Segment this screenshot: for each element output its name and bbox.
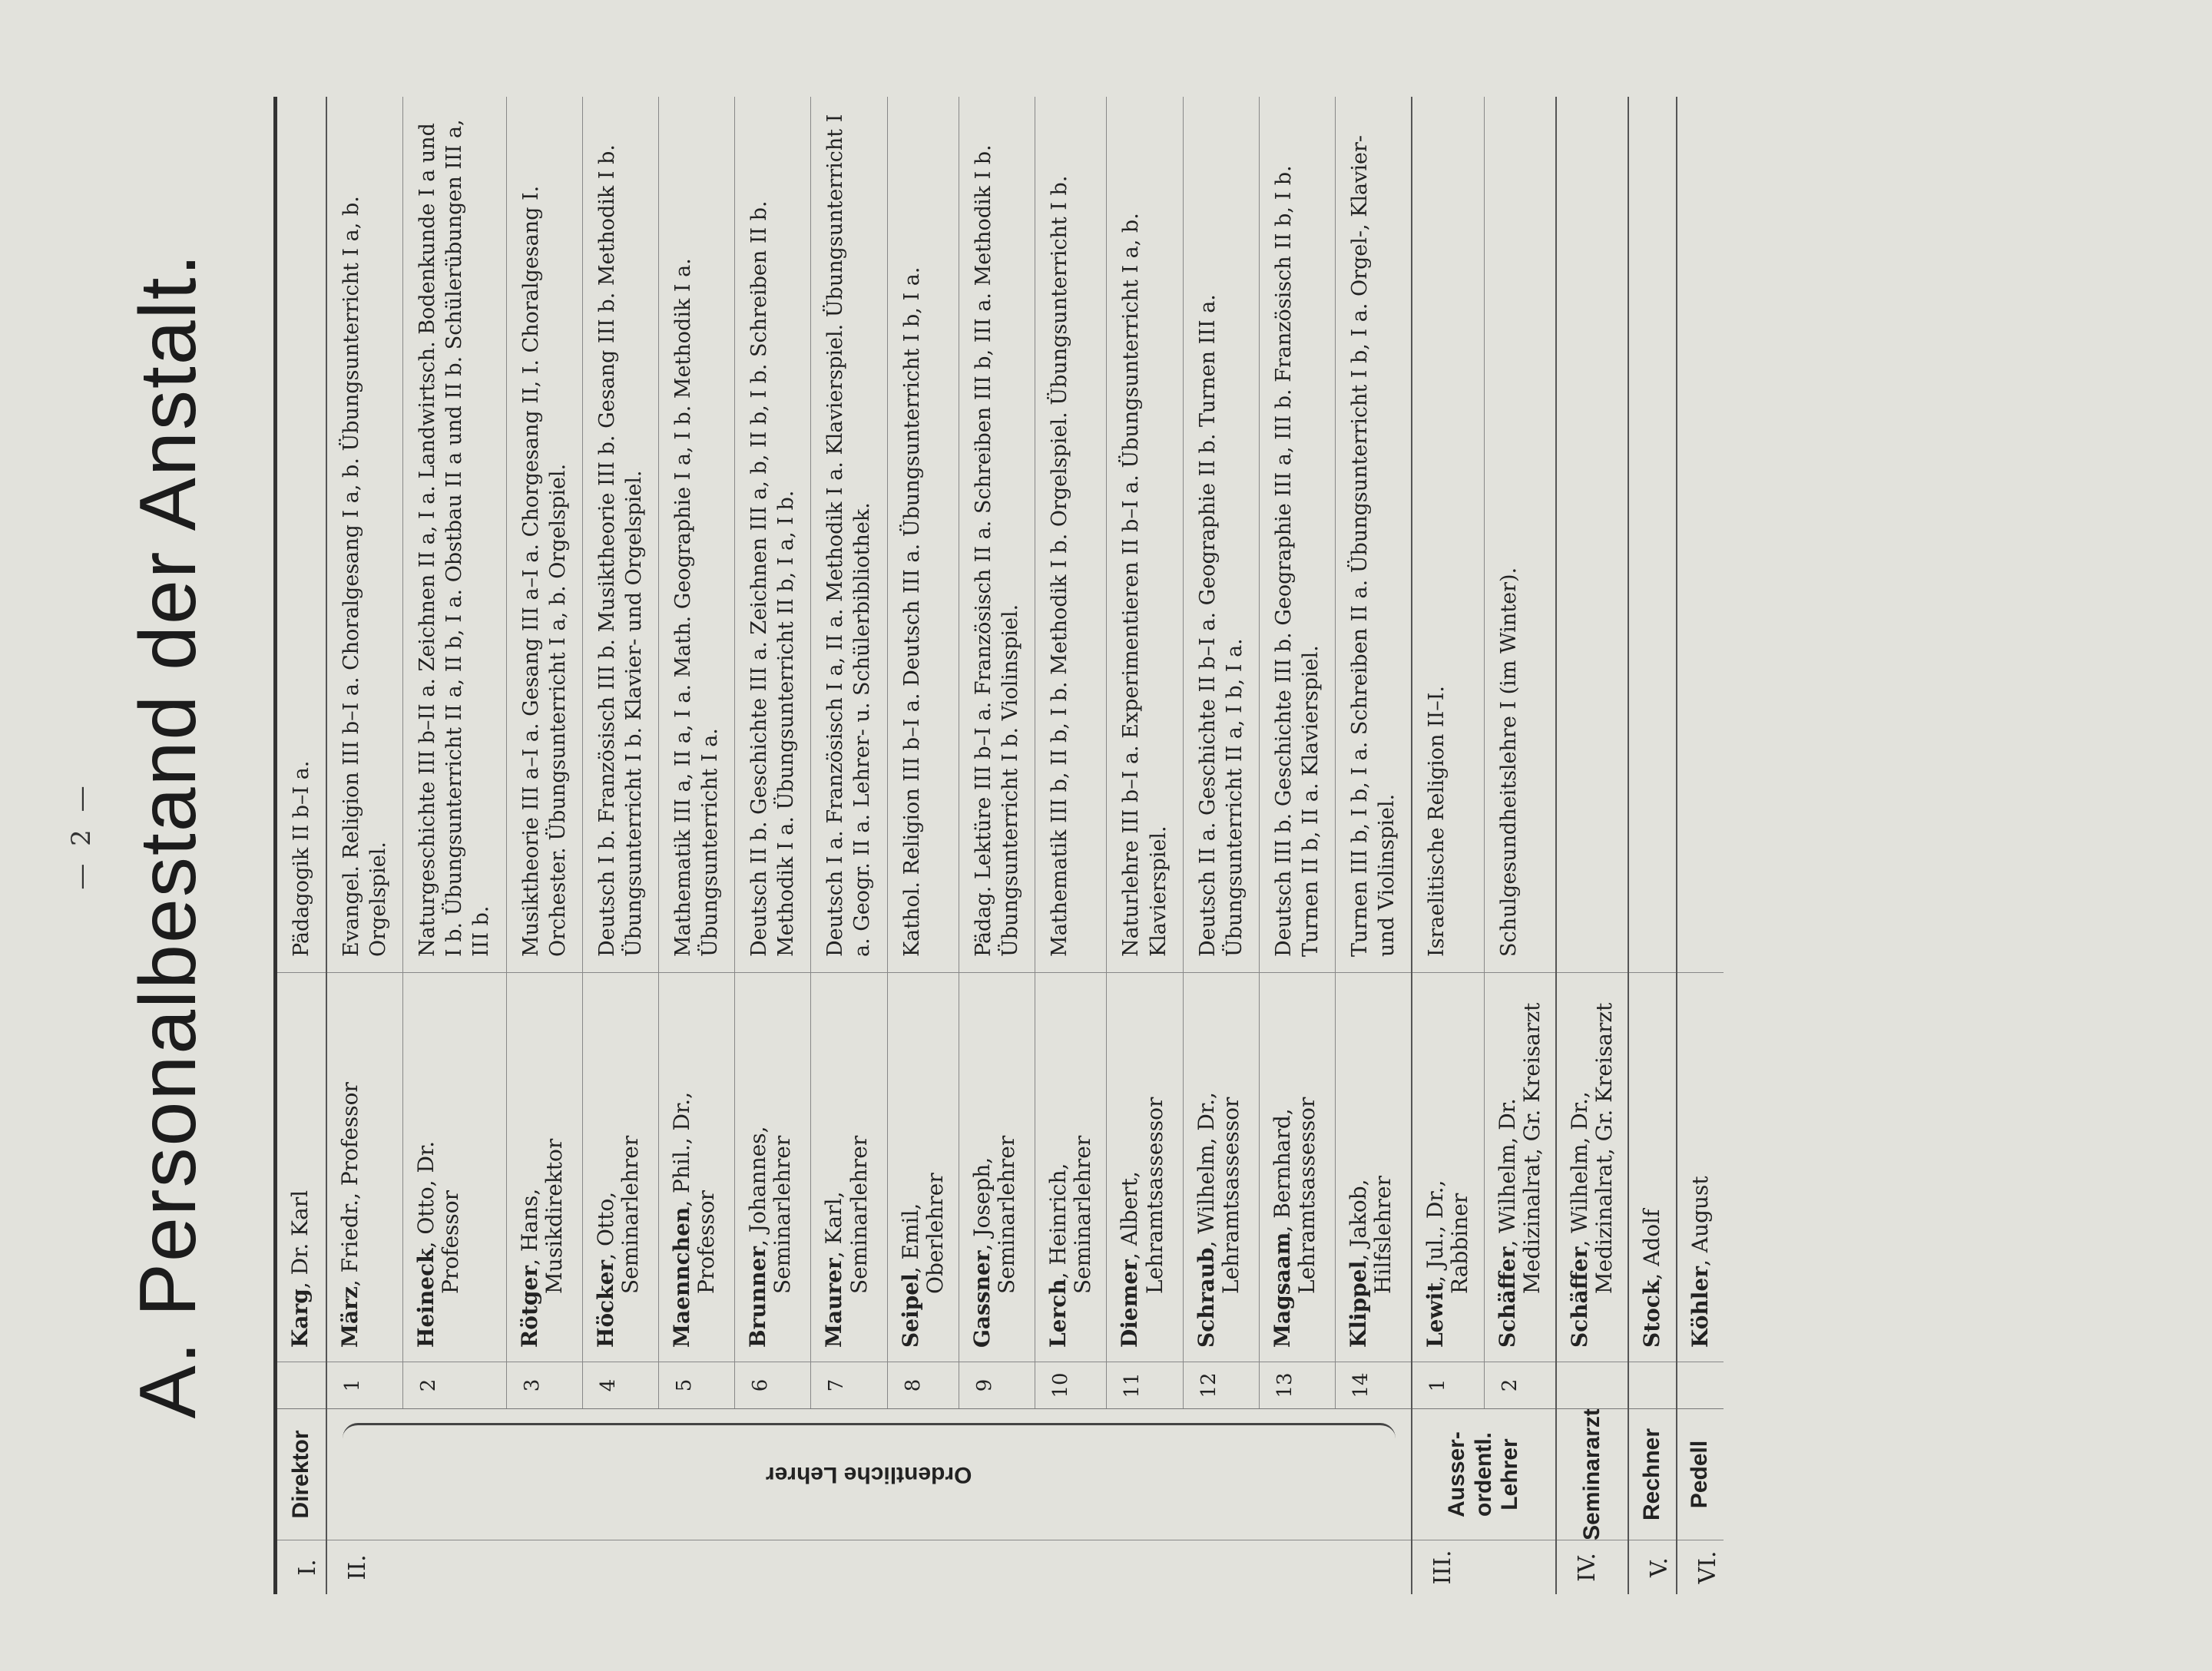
person-given-names: , Dr. Karl xyxy=(287,1190,313,1289)
section-entries xyxy=(277,97,326,1409)
subjects-taught: Israelitische Religion II–I. xyxy=(1425,686,1449,957)
person-cell xyxy=(1336,972,1411,1362)
category-label: Ausser-ordentl. Lehrer xyxy=(1444,1431,1523,1517)
person-surname: Lewit xyxy=(1422,1282,1449,1348)
entry-index xyxy=(1629,1362,1675,1408)
person-surname: Höcker xyxy=(592,1259,618,1348)
section-entries xyxy=(1557,97,1628,1409)
staff-entry xyxy=(402,97,505,1408)
subjects-taught: Deutsch II b. Geschichte III a. Zeichnen III a, b, II b, I b. Schreiben II b. Methodik I a. Übungsunterricht II b, I a, I b. xyxy=(747,200,799,957)
staff-entry xyxy=(1106,97,1182,1408)
person-surname: Heineck xyxy=(413,1248,439,1348)
staff-entry xyxy=(506,97,582,1408)
staff-table xyxy=(273,97,1724,1594)
section-number: II. xyxy=(344,1554,372,1580)
person-surname: Klippel xyxy=(1346,1260,1371,1348)
subjects-taught: Mathematik III a, II a, I a. Math. Geographie I a, I b. Methodik I a. Übungsunterricht I a. xyxy=(671,258,723,957)
person-cell xyxy=(959,972,1035,1362)
entry-index: 9 xyxy=(959,1362,1035,1408)
entry-index: 2 xyxy=(1485,1362,1555,1408)
person-given-names: , Wilhelm, Dr., xyxy=(1566,1091,1592,1247)
page-heading: A. Personalbestand der Anstalt. xyxy=(124,252,213,1419)
entry-index: 11 xyxy=(1107,1362,1182,1408)
subjects-taught: Kathol. Religion III b–I a. Deutsch III a. Übungsunterricht I b, I a. xyxy=(899,266,924,957)
entry-index: 4 xyxy=(583,1362,658,1408)
person-title: Hilfslehrer xyxy=(1370,1176,1396,1294)
person-surname: Karg xyxy=(287,1289,313,1348)
person-surname: Schäffer xyxy=(1494,1246,1520,1348)
section-number: VI. xyxy=(1694,1550,1721,1584)
person-surname: Brunner xyxy=(745,1246,771,1348)
subjects-taught: Turnen III b, I b, I a. Schreiben II a. Übungsunterricht I b, I a. Orgel-, Klavier- und Violinspiel. xyxy=(1348,134,1399,957)
person-given-names: , Wilhelm, Dr. xyxy=(1494,1098,1520,1247)
subjects-taught: Deutsch I b. Französisch III b. Musiktheorie III b. Gesang III b. Methodik I b. Übungsunterricht I b. Klavier- und Orgelspiel. xyxy=(594,144,646,957)
person-given-names: , Albert, xyxy=(1117,1171,1143,1260)
subjects-taught: Naturgeschichte III b–II a. Zeichnen II a, I a. Landwirtsch. Bodenkunde I a und I b. Übungsunterricht II a, II b, I a. Obstbau II a und II b. Schülerübungen III a, III b. xyxy=(416,119,494,957)
person-given-names: , Phil., Dr., xyxy=(668,1091,694,1207)
person-title: Seminarlehrer xyxy=(994,1135,1020,1294)
person-title: Oberlehrer xyxy=(922,1173,948,1294)
section-category xyxy=(1412,1409,1555,1540)
staff-entry xyxy=(327,97,402,1408)
person-title: Medizinalrat, Gr. Kreisarzt xyxy=(1518,1002,1545,1294)
staff-entry xyxy=(658,97,734,1408)
staff-entry xyxy=(582,97,658,1408)
section-row xyxy=(1676,97,1724,1594)
person-surname: Stock xyxy=(1639,1279,1665,1348)
person-title: Medizinalrat, Gr. Kreisarzt xyxy=(1591,1002,1618,1294)
section-category xyxy=(1677,1409,1724,1540)
subjects-taught: Deutsch I a. Französisch I a, II a. Methodik I a. Klavierspiel. Übungsunterricht I a. Geogr. II a. Lehrer- u. Schülerbibliothek. xyxy=(823,114,875,957)
subjects-taught: Schulgesundheitslehre I (im Winter). xyxy=(1496,567,1521,957)
section-category xyxy=(1629,1409,1675,1540)
person-cell xyxy=(659,972,734,1362)
section-row xyxy=(326,97,1411,1594)
person-given-names: , Wilhelm, Dr., xyxy=(1193,1092,1219,1248)
subjects-taught: Mathematik III b, II b, I b. Methodik I b. Orgelspiel. Übungsunterricht I b. xyxy=(1048,175,1072,957)
staff-entry xyxy=(810,97,886,1408)
person-cell xyxy=(327,972,402,1362)
subjects-taught: Deutsch II a. Geschichte II b–I a. Geographie II b. Turnen III a. Übungsunterricht II a, I b, I a. xyxy=(1195,294,1247,957)
person-given-names: , Adolf xyxy=(1639,1209,1665,1280)
entry-index xyxy=(277,1362,326,1408)
entry-index: 2 xyxy=(403,1362,505,1408)
subjects-taught xyxy=(1677,97,1724,972)
entry-index: 12 xyxy=(1184,1362,1259,1408)
subjects-taught: Pädagogik II b–I a. xyxy=(290,760,313,957)
staff-entry xyxy=(1183,97,1259,1408)
person-cell xyxy=(403,972,505,1362)
person-surname: Rötger xyxy=(516,1265,542,1348)
person-given-names: , Jul., Dr., xyxy=(1422,1180,1449,1282)
subjects-taught: Pädag. Lektüre III b–I a. Französisch II a. Schreiben III b, III a. Methodik I b. Übungsunterricht I b. Violinspiel. xyxy=(971,144,1022,957)
person-surname: Magsaam xyxy=(1269,1232,1295,1348)
person-surname: Schraub xyxy=(1193,1247,1219,1348)
section-row xyxy=(1628,97,1675,1594)
section-row xyxy=(277,97,326,1594)
person-cell xyxy=(1184,972,1259,1362)
person-given-names: , August xyxy=(1687,1176,1713,1267)
staff-entry xyxy=(1484,97,1555,1408)
person-given-names: , Otto, xyxy=(592,1191,618,1260)
person-cell xyxy=(1677,972,1724,1362)
staff-entry xyxy=(734,97,810,1408)
curly-brace xyxy=(343,1423,1396,1439)
person-surname: Gassner xyxy=(969,1250,995,1348)
person-surname: Maennchen xyxy=(668,1206,694,1348)
person-title: Seminarlehrer xyxy=(1070,1135,1096,1294)
staff-entry xyxy=(1557,97,1628,1408)
person-cell xyxy=(888,972,959,1362)
entry-index: 6 xyxy=(735,1362,810,1408)
category-label: Seminararzt xyxy=(1578,1408,1604,1540)
person-title: Lehramtsassessor xyxy=(1217,1097,1243,1294)
entry-index: 1 xyxy=(1412,1362,1483,1408)
person-title: Seminarlehrer xyxy=(770,1135,796,1294)
person-surname: Köhler xyxy=(1687,1266,1713,1348)
person-given-names: , Heinrich, xyxy=(1045,1163,1071,1279)
person-cell xyxy=(583,972,658,1362)
person-cell xyxy=(811,972,886,1362)
person-cell xyxy=(1035,972,1106,1362)
section-number: IV. xyxy=(1573,1553,1601,1582)
person-surname: Diemer xyxy=(1117,1259,1143,1348)
staff-entry xyxy=(959,97,1035,1408)
section-category xyxy=(277,1409,326,1540)
entry-index: 7 xyxy=(811,1362,886,1408)
section-entries xyxy=(1677,97,1724,1409)
page-number: — 2 — xyxy=(66,781,97,890)
section-entries xyxy=(1412,97,1555,1409)
entry-index: 13 xyxy=(1260,1362,1335,1408)
section-entries xyxy=(1629,97,1675,1409)
person-cell xyxy=(1260,972,1335,1362)
subjects-taught xyxy=(1557,97,1628,972)
person-cell xyxy=(1629,972,1675,1362)
person-title: Lehramtsassessor xyxy=(1141,1097,1167,1294)
entry-index xyxy=(1557,1362,1628,1408)
subjects-taught: Naturlehre III b–I a. Experimentieren II b–I a. Übungsunterricht I a, b. Klavierspiel. xyxy=(1119,213,1171,957)
person-title: Lehramtsassessor xyxy=(1294,1097,1320,1294)
person-given-names: , Otto, Dr. xyxy=(413,1140,439,1249)
person-given-names: , Johannes, xyxy=(745,1126,771,1246)
entry-index xyxy=(1677,1362,1724,1408)
staff-entry xyxy=(277,97,326,1408)
person-title: Musikdirektor xyxy=(541,1138,567,1294)
category-label: Rechner xyxy=(1639,1428,1665,1521)
section-entries xyxy=(327,97,1411,1409)
category-label: Ordentliche Lehrer xyxy=(766,1462,972,1488)
staff-entry xyxy=(1259,97,1335,1408)
section-number: III. xyxy=(1429,1550,1457,1585)
person-given-names: , Hans, xyxy=(516,1188,542,1266)
entry-index: 8 xyxy=(888,1362,959,1408)
subjects-taught: Deutsch III b. Geschichte III b. Geographie III a, III b. Französisch II b, I b. Turnen II b, II a. Klavierspiel. xyxy=(1271,165,1323,957)
section-number: I. xyxy=(294,1559,321,1576)
entry-index: 14 xyxy=(1336,1362,1411,1408)
section-category xyxy=(1557,1409,1628,1540)
person-cell xyxy=(735,972,810,1362)
staff-entry xyxy=(887,97,959,1408)
entry-index: 5 xyxy=(659,1362,734,1408)
staff-entry xyxy=(1677,97,1724,1408)
staff-entry xyxy=(1629,97,1675,1408)
person-given-names: , Emil, xyxy=(897,1203,923,1274)
person-given-names: , Karl, xyxy=(821,1191,847,1259)
person-cell xyxy=(1107,972,1182,1362)
staff-entry xyxy=(1035,97,1106,1408)
person-title: Professor xyxy=(438,1190,464,1294)
section-number: V. xyxy=(1646,1557,1674,1577)
person-cell xyxy=(1557,972,1628,1362)
person-given-names: , Bernhard, xyxy=(1269,1108,1295,1233)
person-title: Rabbiner xyxy=(1447,1193,1473,1294)
staff-entry xyxy=(1412,97,1483,1408)
person-title: Seminarlehrer xyxy=(846,1135,872,1294)
person-given-names: , Jakob, xyxy=(1346,1179,1371,1261)
entry-index: 1 xyxy=(327,1362,402,1408)
subjects-taught xyxy=(1629,97,1675,972)
person-given-names: , Friedr., Professor xyxy=(337,1082,363,1287)
person-title: Seminarlehrer xyxy=(617,1135,643,1294)
staff-entry xyxy=(1335,97,1411,1408)
subjects-taught: Musiktheorie III a–I a. Gesang III a–I a. Chorgesang II, I. Choralgesang I. Orchester. Übungsunterricht I a, b. Orgelspiel. xyxy=(518,185,570,957)
category-label: Direktor xyxy=(288,1430,314,1519)
entry-index: 10 xyxy=(1035,1362,1106,1408)
person-surname: Maurer xyxy=(821,1258,847,1348)
person-surname: Seipel xyxy=(897,1273,923,1348)
person-surname: März xyxy=(337,1286,363,1348)
section-row xyxy=(1411,97,1555,1594)
section-row xyxy=(1555,97,1628,1594)
person-cell xyxy=(277,972,326,1362)
category-label: Pedell xyxy=(1687,1440,1713,1509)
person-title: Professor xyxy=(694,1190,720,1294)
person-cell xyxy=(1412,972,1483,1362)
person-given-names: , Joseph, xyxy=(969,1156,995,1251)
person-surname: Lerch xyxy=(1045,1279,1071,1348)
subjects-taught: Evangel. Religion III b–I a. Choralgesang I a, b. Übungsunterricht I a, b. Orgelspiel. xyxy=(339,196,391,957)
entry-index: 3 xyxy=(507,1362,582,1408)
person-cell xyxy=(1485,972,1555,1362)
section-category xyxy=(327,1409,1411,1540)
person-cell xyxy=(507,972,582,1362)
person-surname: Schäffer xyxy=(1566,1246,1592,1348)
